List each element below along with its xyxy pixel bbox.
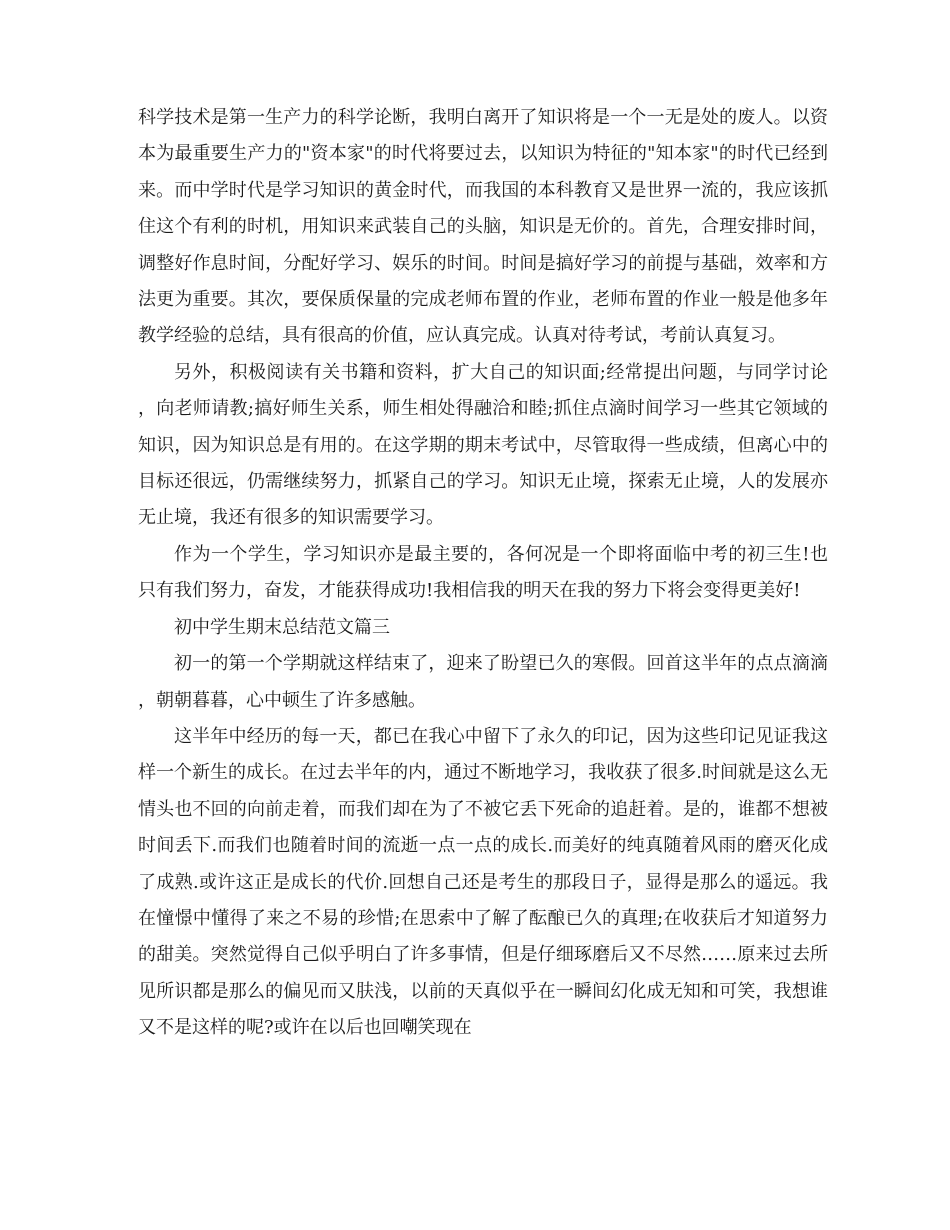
paragraph-1: 科学技术是第一生产力的科学论断，我明白离开了知识将是一个一无是处的废人。以资本为最重要生产力的"资本家"的时代将要过去，以知识为特征的"知本家"的时代已经到来。而中学时代是学习知识的黄金时代，而我国的本科教育又是世界一流的，我应该抓住这个有利的时机，用知识来武装自己的头脑，知识是无价的。首先，合理安排时间，调整好作息时间，分配好学习、娱乐的时间。时间是搞好学习的前提与基础，效率和方法更为重要。其次，要保质保量的完成老师布置的作业，老师布置的作业一般是他多年教学经验的总结，具有很高的价值，应认真完成。认真对待考试，考前认真复习。 — [138, 107, 828, 347]
section-heading: 初中学生期末总结范文篇三 — [174, 616, 390, 638]
paragraph-2: 另外，积极阅读有关书籍和资料，扩大自己的知识面;经常提出问题，与同学讨论，向老师请教;搞好师生关系，师生相处得融洽和睦;抓住点滴时间学习一些其它领域的知识，因为知识总是有用的。在这学期的期末考试中，尽管取得一些成绩，但离心中的目标还很远，仍需继续努力，抓紧自己的学习。知识无止境，探索无止境，人的发展亦无止境，我还有很多的知识需要学习。 — [138, 361, 828, 529]
paragraph-5: 这半年中经历的每一天，都已在我心中留下了永久的印记，因为这些印记见证我这样一个新生的成长。在过去半年的内，通过不断地学习，我收获了很多.时间就是这么无情头也不回的向前走着，而我们却在为了不被它丢下死命的追赶着。是的，谁都不想被时间丢下.而我们也随着时间的流逝一点一点的成长.而美好的纯真随着风雨的磨灭化成了成熟.或许这正是成长的代价.回想自己还是考生的那段日子，显得是那么的遥远。我在憧憬中懂得了来之不易的珍惜;在思索中了解了酝酿已久的真理;在收获后才知道努力的甜美。突然觉得自己似乎明白了许多事情，但是仔细琢磨后又不尽然……原来过去所见所识都是那么的偏见而又肤浅，以前的天真似乎在一瞬间幻化成无知和可笑，我想谁又不是这样的呢?或许在以后也回嘲笑现在 — [138, 725, 828, 1039]
document-body — [138, 100, 828, 1047]
paragraph-4: 初一的第一个学期就这样结束了，迎来了盼望已久的寒假。回首这半年的点点滴滴，朝朝暮暮，心中顿生了许多感触。 — [138, 653, 828, 711]
paragraph-3: 作为一个学生，学习知识亦是最主要的，各何况是一个即将面临中考的初三生!也只有我们努力，奋发，才能获得成功!我相信我的明天在我的努力下将会变得更美好! — [138, 543, 828, 602]
